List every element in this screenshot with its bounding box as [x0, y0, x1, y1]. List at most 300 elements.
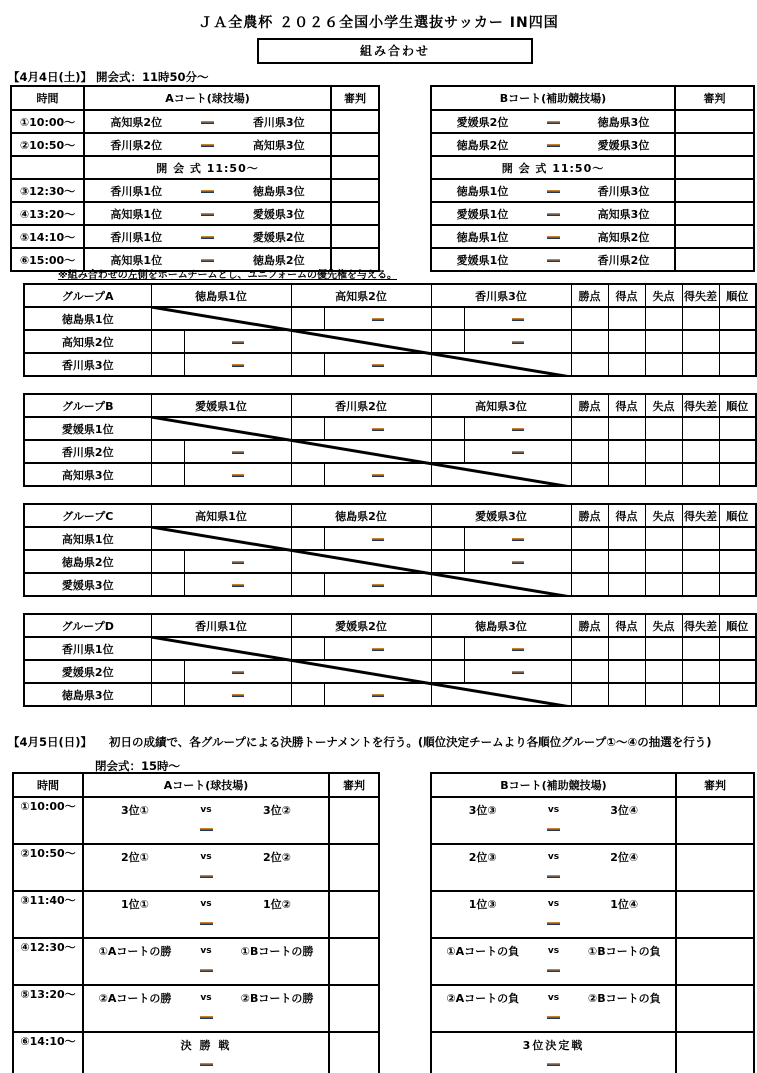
- score-cell: [464, 417, 571, 440]
- self-cell: [291, 330, 431, 353]
- referee-cell: [676, 985, 754, 1032]
- score-dash: [188, 184, 228, 197]
- score-cell: [324, 463, 431, 486]
- stat-cell: [571, 527, 608, 550]
- away-team: 愛媛県3位: [597, 138, 650, 152]
- stat-cell: [682, 330, 719, 353]
- table-header-row: [11, 86, 379, 110]
- home-team: 香川県1位: [110, 230, 163, 244]
- score-cell: [324, 573, 431, 596]
- page-title: ＪＡ全農杯 ２０２６全国小学生選抜サッカー IN四国: [198, 15, 559, 31]
- score-dash: [533, 115, 573, 128]
- score-dash: [432, 822, 675, 834]
- away-team: ②Bコートの負: [587, 992, 661, 1005]
- referee-cell: [331, 156, 379, 179]
- match-cell: [431, 110, 675, 133]
- match-cell: [83, 985, 329, 1032]
- score-cell: [184, 440, 291, 463]
- self-cell: [291, 660, 431, 683]
- referee-cell: [675, 248, 754, 271]
- group-row: [24, 440, 756, 463]
- self-cell: [291, 440, 431, 463]
- match-row: [11, 110, 379, 133]
- team-header-cell: 香川県1位: [151, 614, 291, 637]
- referee-cell: [329, 891, 379, 938]
- away-team: 高知県2位: [597, 230, 650, 244]
- score-cell: [464, 330, 571, 353]
- score-dash: [432, 916, 675, 928]
- score-dash: [432, 1057, 675, 1069]
- stat-header: 順位: [719, 504, 756, 527]
- match-cell: [84, 179, 331, 202]
- stat-cell: [645, 660, 682, 683]
- away-team: 1位②: [263, 898, 291, 911]
- away-team: 愛媛県3位: [252, 207, 305, 221]
- stat-cell: [682, 440, 719, 463]
- away-team: 2位②: [263, 851, 291, 864]
- match-row: [431, 985, 754, 1032]
- match-row: [431, 179, 754, 202]
- score-dash: [188, 115, 228, 128]
- score-dash: [533, 207, 573, 220]
- match-cell: [83, 1032, 329, 1073]
- score-cell: [184, 660, 291, 683]
- stat-cell: [645, 417, 682, 440]
- stat-cell: [608, 573, 645, 596]
- score-cell: [184, 550, 291, 573]
- stat-cell: [571, 440, 608, 463]
- group-row: [24, 550, 756, 573]
- stat-header: 得点: [608, 614, 645, 637]
- stat-cell: [608, 417, 645, 440]
- stat-header: 失点: [645, 284, 682, 307]
- team-row-label: 徳島県1位: [24, 307, 151, 330]
- time-cell: ①10:00～: [13, 797, 83, 844]
- match-row: [11, 133, 379, 156]
- away-team: 高知県3位: [252, 138, 305, 152]
- stat-header: 失点: [645, 614, 682, 637]
- referee-cell: [676, 938, 754, 985]
- team-header-cell: 徳島県1位: [151, 284, 291, 307]
- score-cell: [324, 527, 431, 550]
- referee-cell: [675, 133, 754, 156]
- group-header-row: [24, 394, 756, 417]
- away-team: ①Bコートの勝: [240, 945, 314, 958]
- result-mark-cell: [431, 637, 464, 660]
- home-team: 高知県1位: [110, 253, 163, 267]
- stat-cell: [719, 660, 756, 683]
- away-team: 香川県3位: [597, 184, 650, 198]
- stat-cell: [719, 463, 756, 486]
- vs-label: vs: [547, 899, 560, 909]
- stat-header: 得点: [608, 284, 645, 307]
- vs-label: vs: [547, 946, 560, 956]
- home-team: ②Aコートの勝: [98, 992, 172, 1005]
- match-row: [11, 179, 379, 202]
- score-cell: [324, 353, 431, 376]
- time-cell: ④12:30～: [13, 938, 83, 985]
- match-row: [11, 225, 379, 248]
- group-row: [24, 527, 756, 550]
- stat-cell: [682, 660, 719, 683]
- home-team: 香川県1位: [110, 184, 163, 198]
- self-cell: [291, 550, 431, 573]
- match-cell: [431, 938, 676, 985]
- vs-label: vs: [547, 805, 560, 815]
- home-team-note: ※組み合わせの左側をホームチームとし、ユニフォームの優先権を与える。: [58, 270, 398, 281]
- stat-header: 勝点: [571, 284, 608, 307]
- result-mark-cell: [431, 440, 464, 463]
- group-row: [24, 573, 756, 596]
- stat-header: 勝点: [571, 614, 608, 637]
- stat-cell: [608, 440, 645, 463]
- result-mark-cell: [431, 417, 464, 440]
- stat-cell: [645, 573, 682, 596]
- team-header-cell: 愛媛県3位: [431, 504, 571, 527]
- away-team: 香川県3位: [252, 115, 305, 129]
- stat-header: 勝点: [571, 394, 608, 417]
- result-mark-cell: [151, 660, 184, 683]
- time-cell: ②10:50～: [11, 133, 84, 156]
- vs-label: vs: [200, 993, 212, 1003]
- result-mark-cell: [431, 660, 464, 683]
- stat-cell: [645, 307, 682, 330]
- team-header-cell: 徳島県2位: [291, 504, 431, 527]
- match-row: [431, 248, 754, 271]
- self-cell: [151, 417, 291, 440]
- home-team: 2位①: [121, 851, 149, 864]
- match-cell: [84, 225, 331, 248]
- stat-cell: [571, 550, 608, 573]
- result-mark-cell: [291, 463, 324, 486]
- stat-cell: [645, 440, 682, 463]
- referee-cell: [329, 797, 379, 844]
- day2-court-b-table: [430, 772, 755, 1073]
- stat-cell: [682, 307, 719, 330]
- stat-cell: [608, 683, 645, 706]
- score-cell: [464, 527, 571, 550]
- match-cell: [431, 225, 675, 248]
- vs-label: vs: [200, 852, 212, 862]
- court-a-header: Aコート(球技場): [83, 773, 329, 797]
- match-cell: [84, 133, 331, 156]
- home-team: 徳島県1位: [456, 230, 509, 244]
- team-row-label: 愛媛県2位: [24, 660, 151, 683]
- stat-cell: [645, 330, 682, 353]
- away-team: ②Bコートの勝: [240, 992, 314, 1005]
- score-dash: [432, 963, 675, 975]
- time-cell: [11, 156, 84, 179]
- stat-cell: [608, 637, 645, 660]
- home-team: 3位①: [121, 804, 149, 817]
- home-team: 愛媛県1位: [456, 207, 509, 221]
- time-cell: ④13:20～: [11, 202, 84, 225]
- stat-cell: [682, 463, 719, 486]
- result-mark-cell: [291, 417, 324, 440]
- final-row: [13, 1032, 379, 1073]
- score-cell: [464, 440, 571, 463]
- stat-cell: [571, 683, 608, 706]
- stat-header: 順位: [719, 284, 756, 307]
- team-row-label: 高知県3位: [24, 463, 151, 486]
- score-dash: [188, 207, 228, 220]
- stat-cell: [571, 417, 608, 440]
- team-header-cell: 高知県3位: [431, 394, 571, 417]
- stat-cell: [682, 550, 719, 573]
- stat-header: 得失差: [682, 284, 719, 307]
- stat-header: 勝点: [571, 504, 608, 527]
- stat-header: 得点: [608, 394, 645, 417]
- court-b-header: Bコート(補助競技場): [431, 86, 675, 110]
- home-team: ②Aコートの負: [446, 992, 520, 1005]
- score-cell: [324, 637, 431, 660]
- stat-header: 失点: [645, 504, 682, 527]
- time-header: 時間: [13, 773, 83, 797]
- team-header-cell: 愛媛県2位: [291, 614, 431, 637]
- time-cell: ⑥14:10～: [13, 1032, 83, 1073]
- stat-cell: [608, 353, 645, 376]
- referee-cell: [331, 133, 379, 156]
- time-header: 時間: [11, 86, 84, 110]
- result-mark-cell: [291, 527, 324, 550]
- team-row-label: 愛媛県1位: [24, 417, 151, 440]
- score-dash: [533, 138, 573, 151]
- result-mark-cell: [151, 683, 184, 706]
- time-cell: ⑤14:10～: [11, 225, 84, 248]
- stat-cell: [719, 307, 756, 330]
- home-team: 愛媛県1位: [456, 253, 509, 267]
- group-d-table: [23, 613, 757, 707]
- match-cell: [431, 248, 675, 271]
- referee-cell: [675, 179, 754, 202]
- referee-cell: [329, 844, 379, 891]
- time-cell: ③11:40～: [13, 891, 83, 938]
- score-dash: [188, 253, 228, 266]
- referee-cell: [676, 891, 754, 938]
- day1-court-a-table: [10, 85, 380, 272]
- stat-cell: [682, 527, 719, 550]
- stat-cell: [719, 527, 756, 550]
- stat-cell: [645, 550, 682, 573]
- referee-header: 審判: [331, 86, 379, 110]
- stat-cell: [645, 463, 682, 486]
- team-row-label: 徳島県3位: [24, 683, 151, 706]
- result-mark-cell: [151, 440, 184, 463]
- group-name-cell: グループC: [24, 504, 151, 527]
- group-row: [24, 330, 756, 353]
- ceremony-cell: 開 会 式 11:50～: [84, 156, 331, 179]
- vs-label: vs: [200, 946, 212, 956]
- away-team: 3位④: [610, 804, 639, 817]
- referee-cell: [675, 202, 754, 225]
- team-row-label: 香川県1位: [24, 637, 151, 660]
- score-dash: [84, 963, 328, 975]
- match-cell: [431, 985, 676, 1032]
- court-b-header: Bコート(補助競技場): [431, 773, 676, 797]
- home-team: 2位③: [468, 851, 497, 864]
- day1-court-b: [430, 85, 755, 272]
- ceremony-cell: 開 会 式 11:50～: [431, 156, 675, 179]
- home-team: 愛媛県2位: [456, 115, 509, 129]
- score-cell: [184, 573, 291, 596]
- team-header-cell: 愛媛県1位: [151, 394, 291, 417]
- score-dash: [188, 138, 228, 151]
- home-team: 高知県1位: [110, 207, 163, 221]
- ceremony-row: [431, 156, 754, 179]
- away-team: 1位④: [610, 898, 639, 911]
- score-dash: [84, 822, 328, 834]
- group-c-table: [23, 503, 757, 597]
- match-cell: [84, 202, 331, 225]
- referee-cell: [675, 110, 754, 133]
- day2-court-a-table: [12, 772, 380, 1073]
- stat-cell: [608, 660, 645, 683]
- stat-cell: [571, 330, 608, 353]
- result-mark-cell: [151, 463, 184, 486]
- score-dash: [533, 253, 573, 266]
- group-row: [24, 637, 756, 660]
- home-team: 香川県2位: [110, 138, 163, 152]
- group-row: [24, 307, 756, 330]
- home-team: 3位③: [468, 804, 497, 817]
- score-cell: [184, 330, 291, 353]
- away-team: 2位④: [610, 851, 639, 864]
- stat-cell: [719, 353, 756, 376]
- stat-cell: [719, 573, 756, 596]
- result-mark-cell: [291, 307, 324, 330]
- table-header-row: [431, 773, 754, 797]
- final-label: 決 勝 戦: [180, 1039, 232, 1052]
- score-dash: [84, 869, 328, 881]
- match-row: [13, 938, 379, 985]
- match-row: [13, 985, 379, 1032]
- group-header-row: [24, 504, 756, 527]
- result-mark-cell: [291, 573, 324, 596]
- match-row: [13, 797, 379, 844]
- match-cell: [431, 797, 676, 844]
- away-team: 3位②: [263, 804, 291, 817]
- stat-header: 順位: [719, 394, 756, 417]
- stat-header: 得失差: [682, 614, 719, 637]
- home-team: 1位③: [468, 898, 497, 911]
- stat-cell: [571, 573, 608, 596]
- table-header-row: [431, 86, 754, 110]
- result-mark-cell: [291, 637, 324, 660]
- result-mark-cell: [291, 353, 324, 376]
- home-team: 徳島県1位: [456, 184, 509, 198]
- referee-cell: [675, 156, 754, 179]
- match-cell: [84, 110, 331, 133]
- group-d-table-wrap: [23, 613, 757, 707]
- away-team: 徳島県3位: [597, 115, 650, 129]
- score-dash: [188, 230, 228, 243]
- away-team: 高知県3位: [597, 207, 650, 221]
- stat-header: 得失差: [682, 394, 719, 417]
- group-b-table-wrap: [23, 393, 757, 487]
- ceremony-row: [11, 156, 379, 179]
- result-mark-cell: [291, 683, 324, 706]
- match-cell: [431, 202, 675, 225]
- team-row-label: 愛媛県3位: [24, 573, 151, 596]
- stat-cell: [608, 330, 645, 353]
- group-a-table: [23, 283, 757, 377]
- stat-cell: [719, 330, 756, 353]
- match-row: [431, 133, 754, 156]
- vs-label: vs: [200, 899, 212, 909]
- referee-cell: [675, 225, 754, 248]
- score-dash: [84, 1057, 328, 1069]
- stat-cell: [719, 550, 756, 573]
- stat-cell: [608, 463, 645, 486]
- score-cell: [324, 307, 431, 330]
- day1-court-b-table: [430, 85, 755, 272]
- day1-court-a: [10, 85, 380, 272]
- table-header-row: [13, 773, 379, 797]
- result-mark-cell: [431, 527, 464, 550]
- time-cell: ①10:00～: [11, 110, 84, 133]
- match-cell: [83, 844, 329, 891]
- group-row: [24, 417, 756, 440]
- match-row: [431, 225, 754, 248]
- self-cell: [151, 527, 291, 550]
- stat-cell: [571, 307, 608, 330]
- stat-cell: [719, 637, 756, 660]
- team-header-cell: 徳島県3位: [431, 614, 571, 637]
- day2-closing-time: 閉会式：15時～: [95, 759, 181, 773]
- stat-cell: [682, 683, 719, 706]
- group-name-cell: グループA: [24, 284, 151, 307]
- referee-cell: [329, 938, 379, 985]
- result-mark-cell: [151, 573, 184, 596]
- away-team: 徳島県2位: [252, 253, 305, 267]
- team-header-cell: 高知県1位: [151, 504, 291, 527]
- stat-cell: [645, 527, 682, 550]
- result-mark-cell: [431, 550, 464, 573]
- score-cell: [324, 683, 431, 706]
- match-row: [431, 891, 754, 938]
- stat-cell: [719, 683, 756, 706]
- self-cell: [431, 683, 571, 706]
- court-a-header: Aコート(球技場): [84, 86, 331, 110]
- day1-heading: 【4月4日(土)】 開会式：11時50分～: [8, 70, 209, 84]
- score-cell: [324, 417, 431, 440]
- result-mark-cell: [151, 550, 184, 573]
- stat-cell: [608, 527, 645, 550]
- referee-cell: [676, 1032, 754, 1073]
- final-row: [431, 1032, 754, 1073]
- time-cell: ⑥15:00～: [11, 248, 84, 271]
- referee-header: 審判: [675, 86, 754, 110]
- stat-cell: [571, 463, 608, 486]
- stat-header: 得失差: [682, 504, 719, 527]
- stat-cell: [571, 660, 608, 683]
- group-name-cell: グループB: [24, 394, 151, 417]
- match-row: [13, 891, 379, 938]
- score-dash: [533, 230, 573, 243]
- score-dash: [533, 184, 573, 197]
- team-header-cell: 香川県2位: [291, 394, 431, 417]
- match-row: [431, 110, 754, 133]
- group-b-table: [23, 393, 757, 487]
- score-cell: [464, 637, 571, 660]
- vs-label: vs: [547, 852, 560, 862]
- time-cell: ⑤13:20～: [13, 985, 83, 1032]
- team-row-label: 香川県2位: [24, 440, 151, 463]
- group-c-table-wrap: [23, 503, 757, 597]
- group-name-cell: グループD: [24, 614, 151, 637]
- score-dash: [84, 1010, 328, 1022]
- match-cell: [83, 797, 329, 844]
